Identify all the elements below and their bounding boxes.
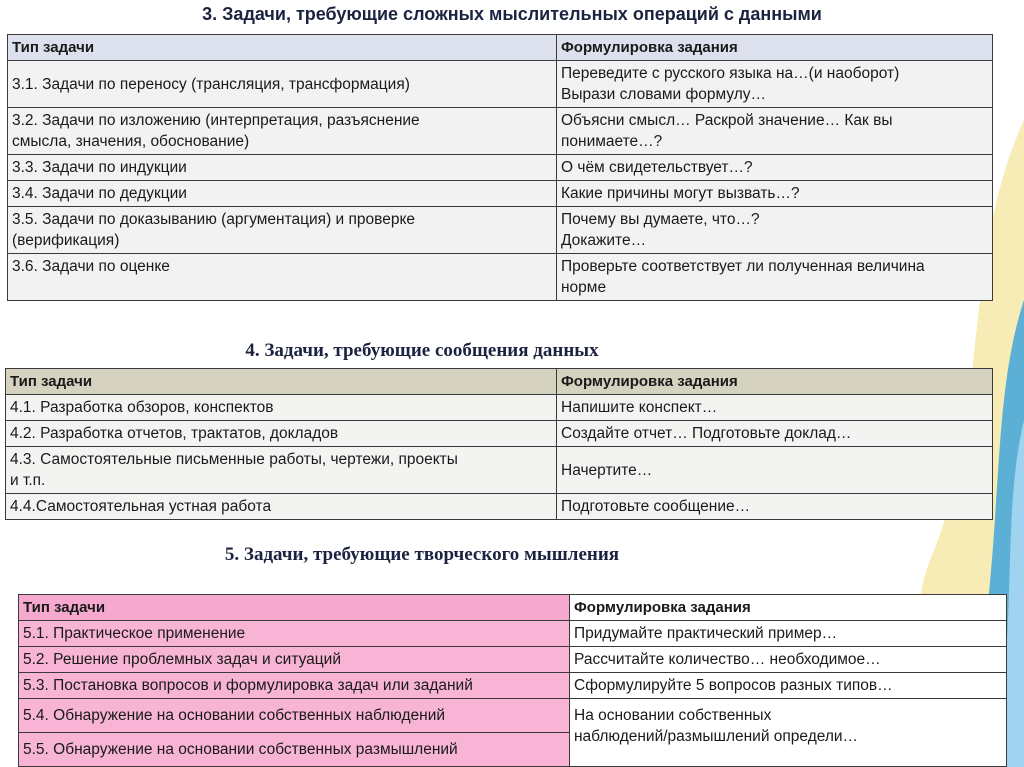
task-wording-line: Переведите с русского языка на…(и наоборот) [561, 65, 900, 82]
task-wording-line: Объясни смысл… Раскрой значение… Как вы [561, 112, 893, 129]
table-row [6, 494, 993, 520]
task-type-cell [8, 61, 557, 108]
task-type-cell: 4.2. Разработка отчетов, трактатов, докладов [6, 421, 557, 447]
task-wording-cell: О чём свидетельствует…? [557, 155, 993, 181]
task-type-cell: 5.3. Постановка вопросов и формулировка задач или заданий [19, 673, 570, 699]
table-header-row [19, 595, 1007, 621]
task-type-cell: 4.1. Разработка обзоров, конспектов [6, 395, 557, 421]
task-type-cell: 4.4.Самостоятельная устная работа [6, 494, 557, 520]
task-wording-cell: Начертите… [557, 447, 993, 494]
table-row [6, 395, 993, 421]
task-type-cell: 5.5. Обнаружение на основании собственных размышлений [19, 733, 570, 767]
task-type-line: и т.п. [10, 472, 46, 489]
table-row [19, 673, 1007, 699]
task-type-cell [8, 108, 557, 155]
task-wording-cell [557, 61, 993, 108]
column-header-type: Тип задачи [19, 595, 570, 621]
task-wording-line: На основании собственных [574, 707, 772, 724]
task-wording-line: Вырази словами формулу… [561, 86, 767, 103]
task-type-line: 3.2. Задачи по изложению (интерпретация, разъяснение [12, 112, 420, 129]
task-wording-line: Докажите… [561, 232, 647, 249]
task-type-text: 3.1. Задачи по переносу (трансляция, трансформация) [12, 75, 410, 93]
column-header-type: Тип задачи [6, 369, 557, 395]
section-4-table [5, 368, 993, 520]
column-header-wording: Формулировка задания [557, 369, 993, 395]
column-header-type: Тип задачи [8, 35, 557, 61]
task-type-line: 4.3. Самостоятельные письменные работы, чертежи, проекты [10, 451, 458, 468]
task-type-cell: 3.4. Задачи по дедукции [8, 181, 557, 207]
table-row [8, 207, 993, 254]
task-wording-line: Проверьте соответствует ли полученная величина [561, 258, 925, 275]
task-type-line: смысла, значения, обоснование) [12, 133, 250, 150]
task-type-cell [6, 447, 557, 494]
task-wording-line: Почему вы думаете, что…? [561, 211, 760, 228]
task-wording-cell: Подготовьте сообщение… [557, 494, 993, 520]
section-4-title: 4. Задачи, требующие сообщения данных [245, 340, 599, 361]
table-row [19, 647, 1007, 673]
task-type-cell: 3.3. Задачи по индукции [8, 155, 557, 181]
task-wording-cell: Напишите конспект… [557, 395, 993, 421]
table-row [19, 699, 1007, 733]
task-type-line: 3.5. Задачи по доказыванию (аргументация) и проверке [12, 211, 416, 228]
task-type-cell: 5.4. Обнаружение на основании собственных наблюдений [19, 699, 570, 733]
section-5-title: 5. Задачи, требующие творческого мышления [224, 544, 620, 565]
table-row [6, 421, 993, 447]
task-wording-line: норме [561, 279, 607, 296]
table-row [8, 181, 993, 207]
task-type-cell: 5.1. Практическое применение [19, 621, 570, 647]
task-type-cell: 3.6. Задачи по оценке [8, 254, 557, 301]
column-header-wording: Формулировка задания [557, 35, 993, 61]
task-type-cell [8, 207, 557, 254]
table-row [8, 61, 993, 108]
task-wording-cell [557, 254, 993, 301]
column-header-wording: Формулировка задания [570, 595, 1007, 621]
task-wording-line: наблюдений/размышлений определи… [574, 728, 859, 745]
task-wording-cell: Рассчитайте количество… необходимое… [570, 647, 1007, 673]
table-row [8, 155, 993, 181]
table-header-row [8, 35, 993, 61]
task-wording-cell [557, 207, 993, 254]
task-wording-cell: Придумайте практический пример… [570, 621, 1007, 647]
table-row [8, 254, 993, 301]
section-3-table [7, 34, 993, 301]
table-row [8, 108, 993, 155]
task-type-cell: 5.2. Решение проблемных задач и ситуаций [19, 647, 570, 673]
table-row [6, 447, 993, 494]
section-5-table [18, 594, 1007, 767]
section-3-title: 3. Задачи, требующие сложных мыслительных операций с данными [202, 4, 822, 24]
task-wording-cell: Создайте отчет… Подготовьте доклад… [557, 421, 993, 447]
task-wording-cell: Какие причины могут вызвать…? [557, 181, 993, 207]
task-type-line: (верификация) [12, 232, 120, 249]
task-wording-cell: Сформулируйте 5 вопросов разных типов… [570, 673, 1007, 699]
task-wording-cell [557, 108, 993, 155]
task-wording-cell [570, 699, 1007, 767]
task-wording-line: понимаете…? [561, 133, 663, 150]
table-row [19, 621, 1007, 647]
table-header-row [6, 369, 993, 395]
